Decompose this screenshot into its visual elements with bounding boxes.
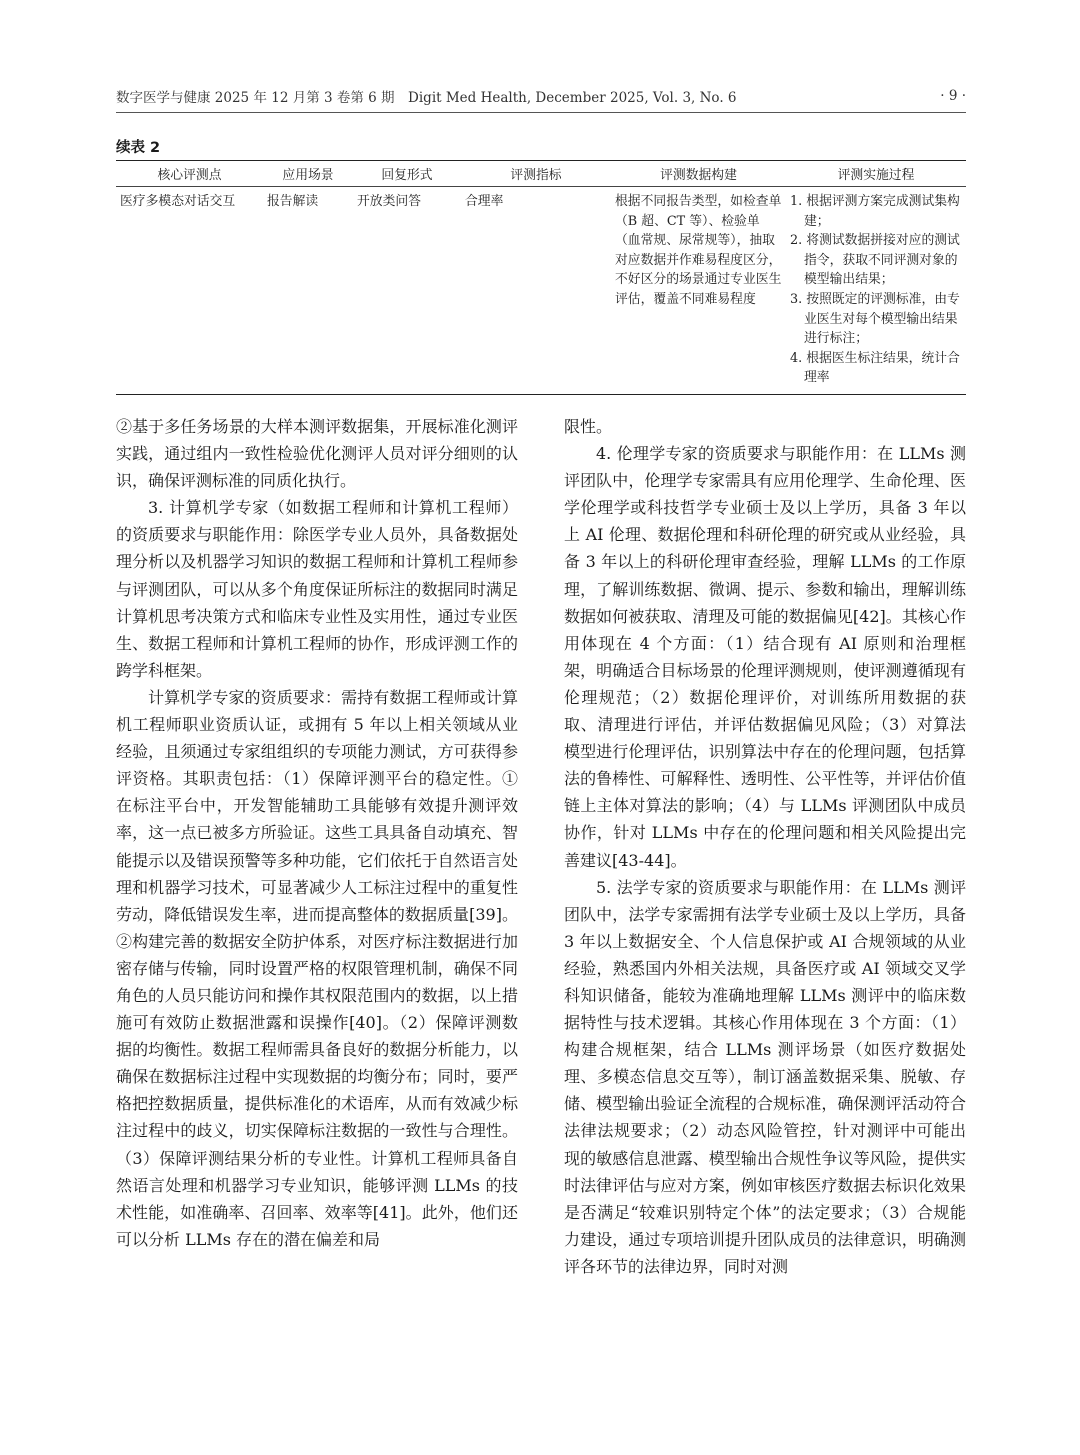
process-step: 2. 将测试数据拼接对应的测试指令，获取不同评测对象的模型输出结果；: [790, 233, 960, 288]
right-column: [564, 413, 966, 1280]
cell-metric: 合理率: [461, 187, 611, 395]
table-caption: 续表 2: [116, 140, 161, 156]
process-step: 3. 按照既定的评测标准，由专业医生对每个模型输出结果进行标注；: [790, 291, 960, 347]
col-header-core-point: 核心评测点: [116, 161, 263, 187]
col-header-scenario: 应用场景: [263, 161, 353, 187]
journal-citation: 数字医学与健康 2025 年 12 月第 3 卷第 6 期 Digit Med Health, December 2025, Vol. 3, No. 6: [116, 90, 737, 106]
continued-table: [116, 160, 966, 395]
col-header-data-construction: 评测数据构建: [611, 161, 786, 187]
col-header-reply-form: 回复形式: [353, 161, 461, 187]
left-column: [116, 413, 518, 1253]
col-header-process: 评测实施过程: [786, 161, 966, 187]
process-step: 4. 根据医生标注结果，统计合理率: [790, 350, 960, 386]
header-rule: [116, 112, 966, 113]
process-steps: [790, 192, 962, 388]
page-number: · 9 ·: [940, 88, 966, 104]
cell-process: [786, 187, 966, 395]
body-paragraph: ②基于多任务场景的大样本测评数据集，开展标准化测评实践，通过组内一致性检验优化测评人员对评分细则的认识，确保评测标准的同质化执行。: [116, 417, 518, 491]
body-paragraph: 限性。: [564, 417, 613, 436]
col-header-metric: 评测指标: [461, 161, 611, 187]
body-paragraph: 4. 伦理学专家的资质要求与职能作用：在 LLMs 测评团队中，伦理学专家需具有应用伦理学、生命伦理、医学伦理学或科技哲学专业硕士及以上学历，具备 3 年以上 AI 伦理、数据伦理和科研伦理的研究或从业经验，具备 3 年以上的科研伦理审查经验，理解 LLMs 的工作原理，了解训练数据、微调、提示、参数和输出，理解训练数据如何被获取、清理及可能的数据偏见[42]。其核心作用体现在 4 个方面：（1）结合现有 AI 原则和治理框架，明确适合目标场景的伦理评测规则，使评测遵循现有伦理规范；（2）数据伦理评价，对训练所用数据的获取、清理进行评估，并评估数据偏见风险；（3）对算法模型进行伦理评估，识别算法中存在的伦理问题，包括算法的鲁棒性、可解释性、透明性、公平性等，并评估价值链上主体对算法的影响；（4）与 LLMs 评测团队中成员协作，针对 LLMs 中存在的伦理问题和相关风险提出完善建议[43-44]。: [564, 444, 966, 870]
table-row: [116, 187, 966, 395]
running-header: [116, 86, 966, 106]
cell-reply-form: 开放类问答: [353, 187, 461, 395]
body-paragraph: 计算机学专家的资质要求：需持有数据工程师或计算机工程师职业资质认证，或拥有 5 年以上相关领域从业经验，且须通过专家组组织的专项能力测试，方可获得参评资格。其职责包括：（1）保障评测平台的稳定性。①在标注平台中，开发智能辅助工具能够有效提升测评效率，这一点已被多方所验证。这些工具具备自动填充、智能提示以及错误预警等多种功能，它们依托于自然语言处理和机器学习技术，可显著减少人工标注过程中的重复性劳动，降低错误发生率，进而提高整体的数据质量[39]。②构建完善的数据安全防护体系，对医疗标注数据进行加密存储与传输，同时设置严格的权限管理机制，确保不同角色的人员只能访问和操作其权限范围内的数据，以上措施可有效防止数据泄露和误操作[40]。（2）保障评测数据的均衡性。数据工程师需具备良好的数据分析能力，以确保在数据标注过程中实现数据的均衡分布；同时，要严格把控数据质量，提供标准化的术语库，从而有效减少标注过程中的歧义，切实保障标注数据的一致性与合理性。（3）保障评测结果分析的专业性。计算机工程师具备自然语言处理和机器学习专业知识，能够评测 LLMs 的技术性能，如准确率、召回率、效率等[41]。此外，他们还可以分析 LLMs 存在的潜在偏差和局: [116, 687, 518, 1249]
process-step: 1. 根据评测方案完成测试集构建；: [790, 194, 960, 229]
cell-scenario: 报告解读: [263, 187, 353, 395]
cell-data-construction: 根据不同报告类型，如检查单（B 超、CT 等）、检验单（血常规、尿常规等），抽取对应数据并作难易程度区分，不好区分的场景通过专业医生评估，覆盖不同难易程度: [611, 187, 786, 395]
body-paragraph: 3. 计算机学专家（如数据工程师和计算机工程师）的资质要求与职能作用：除医学专业人员外，具备数据处理分析以及机器学习知识的数据工程师和计算机工程师参与评测团队，可以从多个角度保证所标注的数据同时满足计算机思考决策方式和临床专业性及实用性，通过专业医生、数据工程师和计算机工程师的协作，形成评测工作的跨学科框架。: [116, 498, 518, 680]
cell-core-point: 医疗多模态对话交互: [116, 187, 263, 395]
table-header-row: [116, 161, 966, 187]
body-paragraph: 5. 法学专家的资质要求与职能作用：在 LLMs 测评团队中，法学专家需拥有法学专业硕士及以上学历，具备 3 年以上数据安全、个人信息保护或 AI 合规领域的从业经验，熟悉国内外相关法规，具备医疗或 AI 领域交叉学科知识储备，能较为准确地理解 LLMs 测评中的临床数据特性与技术逻辑。其核心作用体现在 3 个方面：（1）构建合规框架，结合 LLMs 测评场景（如医疗数据处理、多模态信息交互等），制订涵盖数据采集、脱敏、存储、模型输出验证全流程的合规标准，确保测评活动符合法律法规要求；（2）动态风险管控，针对测评中可能出现的敏感信息泄露、模型输出合规性争议等风险，提供实时法律评估与应对方案，例如审核医疗数据去标识化效果是否满足“较难识别特定个体”的法定要求；（3）合规能力建设，通过专项培训提升团队成员的法律意识，明确测评各环节的法律边界，同时对测: [564, 877, 966, 1276]
